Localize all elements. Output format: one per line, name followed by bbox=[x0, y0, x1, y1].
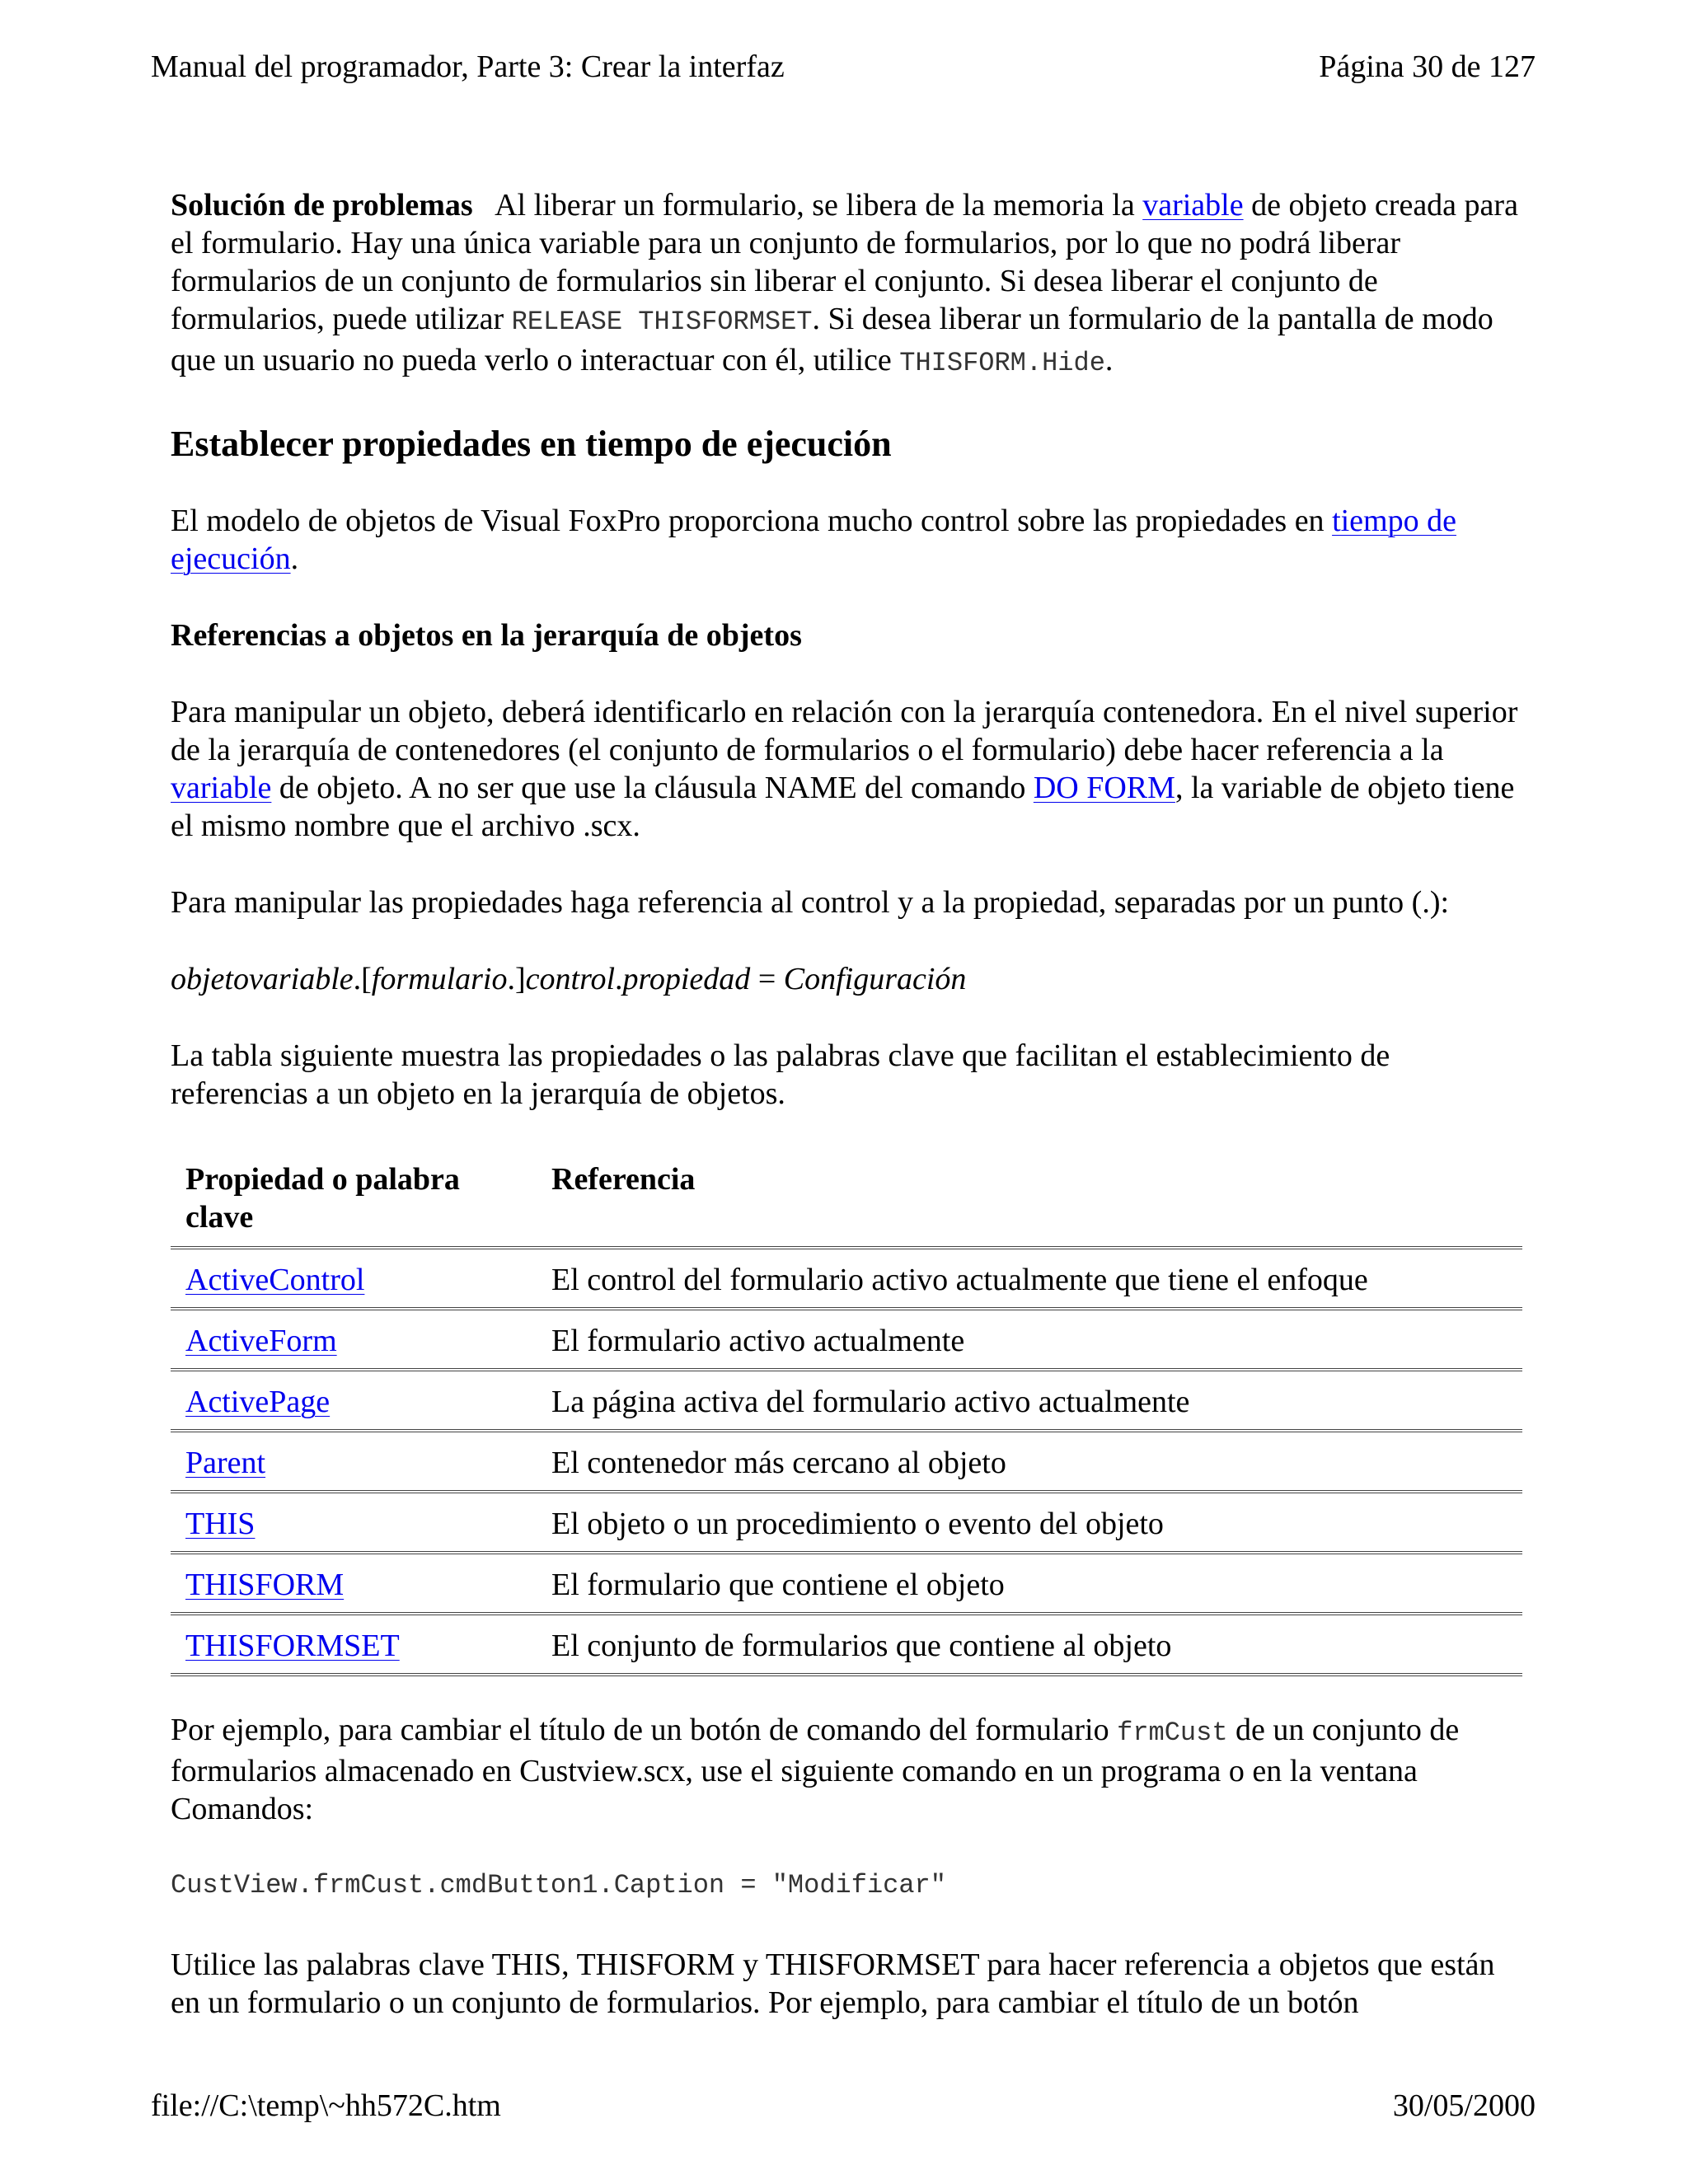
link-this[interactable]: THIS bbox=[185, 1507, 256, 1541]
table-row bbox=[171, 1248, 1522, 1309]
table-cell-property bbox=[171, 1553, 537, 1614]
text-run: . bbox=[1104, 343, 1114, 377]
table-cell-reference: El control del formulario activo actualmente que tiene el enfoque bbox=[537, 1248, 1522, 1309]
keywords-paragraph: Utilice las palabras clave THIS, THISFORM y THISFORMSET para hacer referencia a objetos que están en un formulario o un conjunto de formularios. Por ejemplo, para cambiar el título de un botón bbox=[171, 1947, 1495, 2020]
syntax-part: propiedad bbox=[622, 962, 751, 996]
syntax-part: = bbox=[750, 962, 784, 996]
syntax-part: .[ bbox=[353, 962, 372, 996]
document-body bbox=[171, 186, 1522, 2022]
table-intro-paragraph: La tabla siguiente muestra las propiedades o las palabras clave que facilitan el establecimiento de referencias a un objeto en la jerarquía de objetos. bbox=[171, 1038, 1390, 1111]
link-activepage[interactable]: ActivePage bbox=[185, 1385, 331, 1419]
text-run: , la variable de objeto tiene el mismo nombre que el archivo .scx. bbox=[171, 771, 1515, 843]
code-frmcust: frmCust bbox=[1117, 1718, 1228, 1748]
syntax-part: control bbox=[525, 962, 615, 996]
footer-file-path: file://C:\temp\~hh572C.htm bbox=[151, 2088, 501, 2123]
text-run: . Si desea liberar un formulario de la pantalla de modo que un usuario no pueda verlo o interactuar con él, utilice bbox=[171, 302, 1493, 377]
text-run: de objeto creada para el formulario. Hay una única variable para un conjunto de formularios, por lo que no podrá liberar formularios de un conjunto de formularios sin liberar el conjunto. Si desea liberar el conjunto de formularios, puede utilizar bbox=[171, 188, 1518, 336]
page-footer bbox=[151, 2087, 1536, 2125]
syntax-part: Configuración bbox=[783, 962, 967, 996]
properties-paragraph: Para manipular las propiedades haga referencia al control y a la propiedad, separadas por un punto (.): bbox=[171, 885, 1450, 920]
section-heading: Establecer propiedades en tiempo de ejecución bbox=[171, 424, 892, 464]
page-header bbox=[151, 48, 1536, 86]
hierarchy-paragraph bbox=[171, 693, 1522, 845]
subsection-heading: Referencias a objetos en la jerarquía de objetos bbox=[171, 618, 802, 653]
link-activecontrol[interactable]: ActiveControl bbox=[185, 1263, 365, 1297]
link-variable[interactable]: variable bbox=[1142, 188, 1244, 223]
table-row bbox=[171, 1370, 1522, 1431]
table-cell-property bbox=[171, 1370, 537, 1431]
text-run: El modelo de objetos de Visual FoxPro proporciona mucho control sobre las propiedades en bbox=[171, 504, 1333, 538]
table-cell-property bbox=[171, 1492, 537, 1553]
table-cell-reference: La página activa del formulario activo actualmente bbox=[537, 1370, 1522, 1431]
syntax-part: objetovariable bbox=[171, 962, 354, 996]
syntax-part: formulario bbox=[371, 962, 508, 996]
link-parent[interactable]: Parent bbox=[185, 1446, 266, 1480]
table-cell-property bbox=[171, 1614, 537, 1675]
link-thisform[interactable]: THISFORM bbox=[185, 1568, 345, 1602]
reference-table bbox=[171, 1160, 1522, 1676]
table-cell-property bbox=[171, 1309, 537, 1370]
syntax-line bbox=[171, 960, 1522, 998]
syntax-part: . bbox=[615, 962, 623, 996]
link-thisformset[interactable]: THISFORMSET bbox=[185, 1629, 400, 1663]
object-model-paragraph bbox=[171, 502, 1522, 578]
table-row bbox=[171, 1309, 1522, 1370]
table-cell-reference: El objeto o un procedimiento o evento del objeto bbox=[537, 1492, 1522, 1553]
link-tiempo-de-ejecucion[interactable]: tiempo de ejecución bbox=[171, 504, 1456, 576]
table-header-reference: Referencia bbox=[537, 1160, 1522, 1248]
link-do-form[interactable]: DO FORM bbox=[1033, 771, 1175, 805]
header-title: Manual del programador, Parte 3: Crear la interfaz bbox=[151, 49, 785, 84]
syntax-part: .] bbox=[507, 962, 526, 996]
table-header-row bbox=[171, 1160, 1522, 1248]
text-run: de un conjunto de formularios almacenado en Custview.scx, use el siguiente comando en un programa o en la ventana Comandos: bbox=[171, 1713, 1460, 1826]
table-cell-reference: El formulario que contiene el objeto bbox=[537, 1553, 1522, 1614]
text-run: Por ejemplo, para cambiar el título de un botón de comando del formulario bbox=[171, 1713, 1118, 1747]
table-row bbox=[171, 1431, 1522, 1492]
troubleshooting-paragraph bbox=[171, 186, 1522, 382]
link-variable-2[interactable]: variable bbox=[171, 771, 272, 805]
table-cell-reference: El formulario activo actualmente bbox=[537, 1309, 1522, 1370]
header-page-number: Página 30 de 127 bbox=[1319, 49, 1536, 84]
table-row bbox=[171, 1614, 1522, 1675]
table-header-property: Propiedad o palabra clave bbox=[171, 1160, 537, 1248]
code-example: CustView.frmCust.cmdButton1.Caption = "Modificar" bbox=[171, 1870, 946, 1900]
text-run: . bbox=[290, 541, 299, 576]
table-cell-reference: El conjunto de formularios que contiene al objeto bbox=[537, 1614, 1522, 1675]
table-cell-property bbox=[171, 1431, 537, 1492]
text-run: Al liberar un formulario, se libera de la memoria la bbox=[472, 188, 1143, 223]
example-paragraph bbox=[171, 1711, 1522, 1828]
table-cell-property bbox=[171, 1248, 537, 1309]
table-cell-reference: El contenedor más cercano al objeto bbox=[537, 1431, 1522, 1492]
code-release-thisformset: RELEASE THISFORMSET bbox=[511, 307, 813, 337]
table-row bbox=[171, 1553, 1522, 1614]
code-thisform-hide: THISFORM.Hide bbox=[899, 348, 1105, 378]
troubleshooting-lead: Solución de problemas bbox=[171, 188, 473, 223]
text-run: de objeto. A no ser que use la cláusula NAME del comando bbox=[271, 771, 1034, 805]
link-activeform[interactable]: ActiveForm bbox=[185, 1324, 337, 1358]
footer-date: 30/05/2000 bbox=[1392, 2088, 1536, 2123]
text-run: Para manipular un objeto, deberá identificarlo en relación con la jerarquía contenedora. En el nivel superior de la jerarquía de contenedores (el conjunto de formularios o el formulario) debe hacer referencia a la bbox=[171, 695, 1518, 767]
table-row bbox=[171, 1492, 1522, 1553]
